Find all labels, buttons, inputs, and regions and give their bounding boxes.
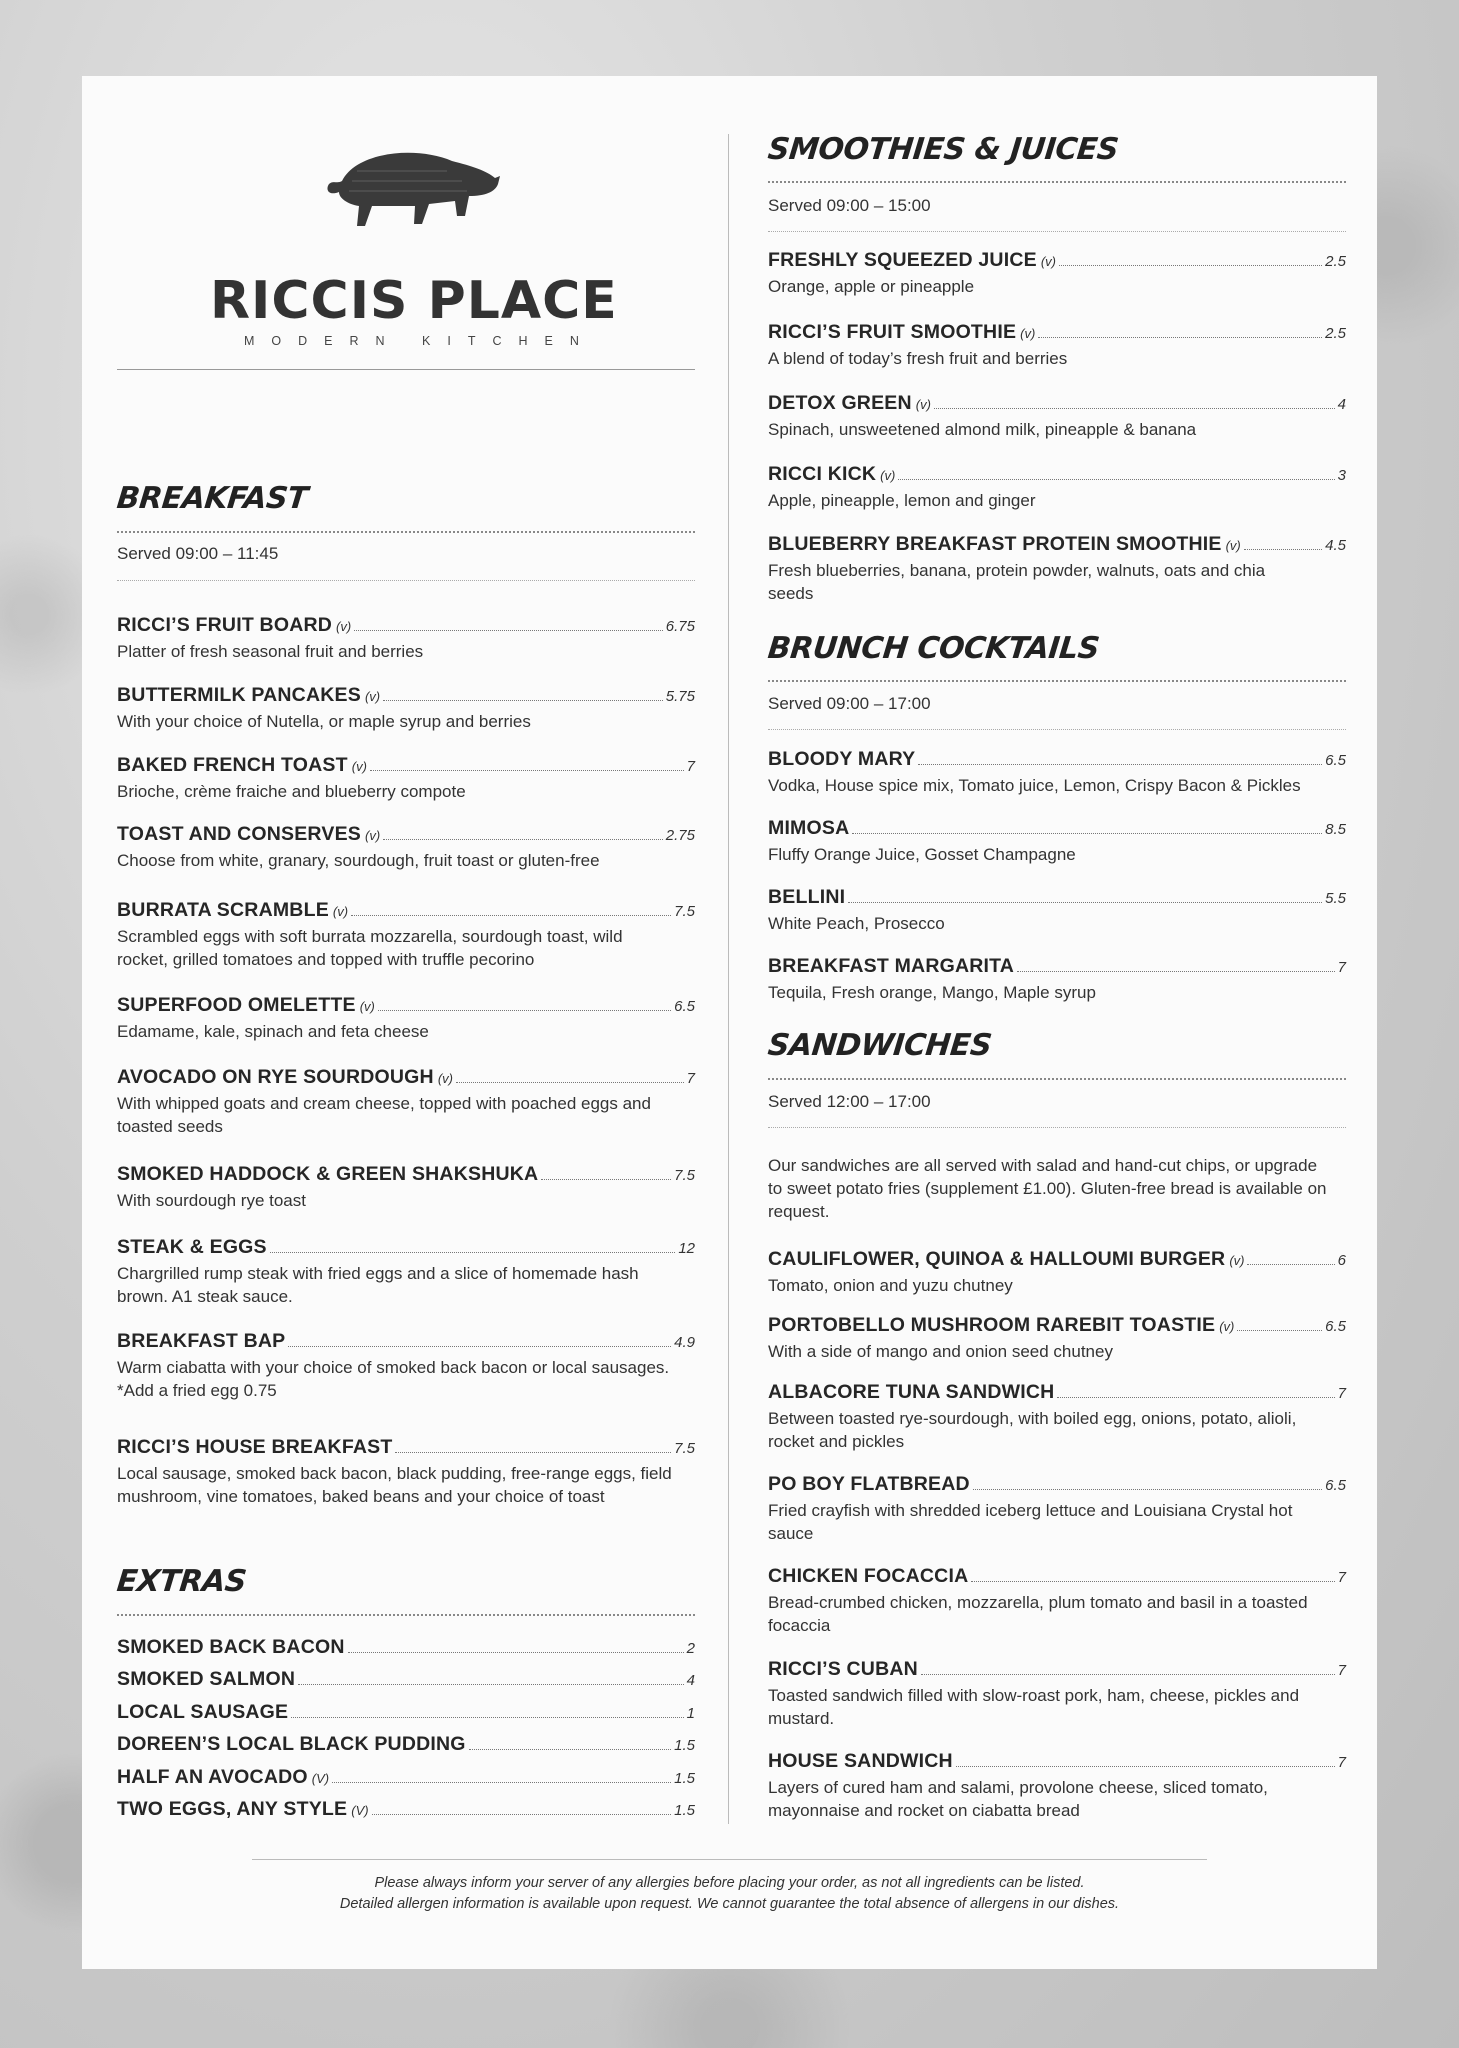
- menu-item-name: RICCI KICK: [768, 463, 877, 485]
- menu-item-price: 3: [1337, 467, 1346, 484]
- menu-item-description: Bread-crumbed chicken, mozzarella, plum tomato and basil in a toasted focaccia: [768, 1593, 1308, 1635]
- menu-item-name: BELLINI: [768, 886, 846, 908]
- menu-item-price: 6: [1337, 1252, 1346, 1269]
- menu-item: [117, 1636, 695, 1659]
- vegetarian-marker: (v): [915, 397, 931, 412]
- menu-item-price: 7: [686, 758, 695, 775]
- vegetarian-marker: (v): [1225, 538, 1241, 553]
- menu-item-name: RICCI’S FRUIT SMOOTHIE: [768, 321, 1017, 343]
- menu-item-price: 7.5: [674, 1167, 695, 1184]
- dot-leader: [921, 1674, 1335, 1675]
- dot-leader: [383, 839, 663, 840]
- menu-item: [117, 1668, 695, 1691]
- menu-item-header: [768, 392, 1346, 415]
- menu-item: [117, 1436, 695, 1508]
- menu-item-price: 8.5: [1325, 821, 1346, 838]
- allergen-line-2: Detailed allergen information is available upon request. We cannot guarantee the total absence of allergens in our dishes.: [339, 1896, 1120, 1912]
- menu-item-name: SMOKED BACK BACON: [117, 1636, 345, 1658]
- sandwiches-served: Served 12:00 – 17:00: [768, 1092, 931, 1111]
- menu-item-name: BAKED FRENCH TOAST: [117, 754, 348, 776]
- menu-item-price: 7: [1337, 1662, 1346, 1679]
- dot-leader: [1059, 265, 1322, 266]
- dot-leader: [456, 1082, 684, 1083]
- menu-item-price: 1.5: [674, 1770, 695, 1787]
- menu-item: [768, 748, 1346, 797]
- menu-item-header: [117, 1236, 695, 1259]
- cocktails-served: Served 09:00 – 17:00: [768, 694, 931, 713]
- menu-item-description: Local sausage, smoked back bacon, black pudding, free-range eggs, field mushroom, vine tomatoes, baked beans and your choice of toast: [117, 1464, 672, 1506]
- section-divider: [768, 1127, 1346, 1128]
- vegetarian-marker: (v): [1020, 326, 1036, 341]
- menu-item: [768, 817, 1346, 866]
- menu-item-description: Spinach, unsweetened almond milk, pineapple & banana: [768, 420, 1197, 439]
- menu-item: [117, 1766, 695, 1789]
- menu-item: [117, 754, 695, 803]
- menu-item-price: 2.5: [1325, 325, 1346, 342]
- section-divider: [768, 729, 1346, 730]
- menu-item: [768, 249, 1346, 298]
- dot-leader: [1038, 337, 1322, 338]
- dot-leader: [378, 1010, 671, 1011]
- logo: [117, 126, 695, 376]
- menu-item: [768, 463, 1346, 512]
- dot-leader: [1017, 971, 1335, 972]
- menu-item-description: Tequila, Fresh orange, Mango, Maple syrup: [768, 983, 1096, 1002]
- dot-leader: [1057, 1397, 1334, 1398]
- menu-item-description: Vodka, House spice mix, Tomato juice, Lemon, Crispy Bacon & Pickles: [768, 776, 1301, 795]
- menu-item-header: [768, 748, 1346, 771]
- menu-item-header: [117, 1733, 695, 1756]
- menu-item-description: Warm ciabatta with your choice of smoked back bacon or local sausages. *Add a fried egg 0.75: [117, 1358, 670, 1400]
- section-divider: [768, 181, 1346, 183]
- menu-item-price: 5.75: [665, 688, 695, 705]
- vegetarian-marker: (v): [880, 468, 896, 483]
- menu-item-name: DETOX GREEN: [768, 392, 912, 414]
- menu-item: [768, 1381, 1346, 1453]
- menu-item-name: AVOCADO ON RYE SOURDOUGH: [117, 1066, 434, 1088]
- menu-item-price: 7.5: [674, 1440, 695, 1457]
- menu-item-description: Toasted sandwich filled with slow-roast pork, ham, cheese, pickles and mustard.: [768, 1686, 1300, 1728]
- menu-item-header: [768, 533, 1346, 556]
- menu-item-header: [768, 321, 1346, 344]
- menu-item-header: [117, 1636, 695, 1659]
- menu-item-description: With sourdough rye toast: [117, 1191, 306, 1210]
- menu-item-header: [117, 1436, 695, 1459]
- menu-item-header: [117, 1330, 695, 1353]
- menu-item-name: SMOKED HADDOCK & GREEN SHAKSHUKA: [117, 1163, 539, 1185]
- menu-item: [117, 1066, 695, 1138]
- dot-leader: [372, 1814, 672, 1815]
- menu-item-header: [768, 886, 1346, 909]
- menu-item-name: STEAK & EGGS: [117, 1236, 267, 1258]
- section-divider: [117, 531, 695, 533]
- menu-item-header: [768, 1473, 1346, 1496]
- vegetarian-marker: (v): [336, 619, 352, 634]
- section-divider: [117, 580, 695, 581]
- menu-item-header: [768, 1381, 1346, 1404]
- brand-tagline: MODERN KITCHEN: [244, 334, 596, 348]
- menu-item-header: [117, 899, 695, 922]
- menu-item-price: 2: [686, 1640, 695, 1657]
- brand-name: RICCIS PLACE: [210, 271, 618, 331]
- menu-item-name: PO BOY FLATBREAD: [768, 1473, 970, 1495]
- vegetarian-marker: (v): [364, 689, 381, 704]
- menu-sheet: [82, 76, 1377, 1969]
- vegetarian-marker: (v): [332, 904, 349, 919]
- menu-item: [117, 1798, 695, 1821]
- menu-item: [117, 823, 695, 872]
- dot-leader: [918, 764, 1322, 765]
- menu-item-description: With a side of mango and onion seed chutney: [768, 1342, 1113, 1361]
- menu-item-price: 7: [1337, 959, 1346, 976]
- allergen-line-1: Please always inform your server of any allergies before placing your order, as not all ingredients can be listed.: [374, 1875, 1085, 1891]
- dot-leader: [298, 1684, 684, 1685]
- menu-item-header: [117, 614, 695, 637]
- menu-item-price: 7.5: [674, 903, 695, 920]
- dot-leader: [348, 1652, 684, 1653]
- menu-item-name: SUPERFOOD OMELETTE: [117, 994, 356, 1016]
- menu-item-description: Edamame, kale, spinach and feta cheese: [117, 1022, 429, 1041]
- section-divider: [768, 680, 1346, 682]
- menu-item-price: 12: [678, 1240, 695, 1257]
- menu-item: [768, 392, 1346, 441]
- smoothies-served: Served 09:00 – 15:00: [768, 196, 931, 215]
- menu-item-description: Brioche, crème fraiche and blueberry compote: [117, 782, 466, 801]
- dot-leader: [1237, 1330, 1322, 1331]
- menu-item-header: [768, 1658, 1346, 1681]
- menu-item-description: Choose from white, granary, sourdough, fruit toast or gluten-free: [117, 851, 600, 870]
- menu-item-description: Between toasted rye-sourdough, with boiled egg, onions, potato, alioli, rocket and pickles: [768, 1409, 1297, 1451]
- menu-item-name: BREAKFAST BAP: [117, 1330, 286, 1352]
- menu-item-name: LOCAL SAUSAGE: [117, 1701, 289, 1723]
- menu-item-name: CHICKEN FOCACCIA: [768, 1565, 969, 1587]
- menu-item-name: HALF AN AVOCADO: [117, 1766, 308, 1788]
- menu-item-price: 7: [1337, 1754, 1346, 1771]
- dot-leader: [383, 700, 663, 701]
- menu-item-name: BUTTERMILK PANCAKES: [117, 684, 361, 706]
- dot-leader: [270, 1252, 676, 1253]
- menu-item-name: TWO EGGS, ANY STYLE: [117, 1798, 348, 1820]
- menu-item-header: [768, 1248, 1346, 1271]
- menu-item-price: 6.5: [1325, 1318, 1346, 1335]
- menu-item-name: RICCI’S CUBAN: [768, 1658, 918, 1680]
- menu-item-header: [117, 823, 695, 846]
- menu-item-description: Apple, pineapple, lemon and ginger: [768, 491, 1036, 510]
- menu-item: [117, 994, 695, 1043]
- menu-item-name: HOUSE SANDWICH: [768, 1750, 953, 1772]
- dot-leader: [291, 1717, 683, 1718]
- menu-item: [768, 1473, 1346, 1545]
- sandwiches-note: Our sandwiches are all served with salad and hand-cut chips, or upgrade to sweet potato fries (supplement £1.00). Gluten-free bread is available on request.: [768, 1156, 1327, 1221]
- menu-item: [768, 321, 1346, 370]
- dot-leader: [1244, 549, 1322, 550]
- sandwiches-title: SANDWICHES: [766, 1028, 994, 1063]
- menu-item-header: [117, 1163, 695, 1186]
- menu-item-price: 6.5: [1325, 1477, 1346, 1494]
- dot-leader: [934, 408, 1335, 409]
- menu-item-price: 1.5: [674, 1737, 695, 1754]
- footer-divider: [252, 1859, 1207, 1860]
- vegetarian-marker: (V): [311, 1771, 330, 1786]
- vegetarian-marker: (v): [359, 999, 375, 1014]
- menu-item-price: 4.5: [1325, 537, 1346, 554]
- menu-item-name: BLUEBERRY BREAKFAST PROTEIN SMOOTHIE: [768, 533, 1222, 555]
- menu-item-description: Chargrilled rump steak with fried eggs and a slice of homemade hash brown. A1 steak sauce.: [117, 1264, 639, 1306]
- column-divider: [728, 134, 729, 1824]
- menu-item-description: Platter of fresh seasonal fruit and berries: [117, 642, 424, 661]
- menu-item-header: [768, 817, 1346, 840]
- menu-item-price: 2.5: [1325, 253, 1346, 270]
- dot-leader: [852, 833, 1322, 834]
- menu-item: [117, 684, 695, 733]
- menu-item: [768, 1750, 1346, 1822]
- menu-item-price: 1.5: [674, 1802, 695, 1819]
- breakfast-served: Served 09:00 – 11:45: [117, 544, 279, 563]
- vegetarian-marker: (v): [1040, 254, 1056, 269]
- menu-item-description: White Peach, Prosecco: [768, 914, 945, 933]
- menu-item-name: FRESHLY SQUEEZED JUICE: [768, 249, 1037, 271]
- menu-item-description: With whipped goats and cream cheese, topped with poached eggs and toasted seeds: [117, 1094, 651, 1136]
- menu-item: [768, 955, 1346, 1004]
- menu-item-header: [117, 1066, 695, 1089]
- vegetarian-marker: (v): [1229, 1253, 1245, 1268]
- menu-item-header: [117, 1798, 695, 1821]
- pig-icon: [117, 126, 695, 276]
- vegetarian-marker: (v): [437, 1071, 453, 1086]
- menu-item-header: [117, 1701, 695, 1724]
- menu-item: [768, 533, 1346, 605]
- logo-divider: [117, 369, 695, 370]
- menu-item-name: ALBACORE TUNA SANDWICH: [768, 1381, 1055, 1403]
- menu-item-name: SMOKED SALMON: [117, 1668, 296, 1690]
- dot-leader: [332, 1782, 671, 1783]
- menu-item-name: TOAST AND CONSERVES: [117, 823, 361, 845]
- section-divider: [768, 231, 1346, 232]
- menu-item-price: 6.5: [674, 998, 695, 1015]
- menu-item: [117, 1236, 695, 1308]
- dot-leader: [1247, 1264, 1334, 1265]
- menu-item-header: [768, 463, 1346, 486]
- menu-item-price: 6.5: [1325, 752, 1346, 769]
- menu-item-name: BLOODY MARY: [768, 748, 916, 770]
- menu-item-price: 7: [1337, 1569, 1346, 1586]
- dot-leader: [351, 915, 671, 916]
- vegetarian-marker: (v): [364, 828, 381, 843]
- menu-item-price: 6.75: [665, 618, 695, 635]
- dot-leader: [971, 1581, 1334, 1582]
- dot-leader: [898, 479, 1334, 480]
- dot-leader: [395, 1452, 671, 1453]
- menu-item: [117, 614, 695, 663]
- section-divider: [768, 1078, 1346, 1080]
- dot-leader: [354, 630, 663, 631]
- menu-item-name: MIMOSA: [768, 817, 850, 839]
- menu-item-header: [768, 1565, 1346, 1588]
- menu-item-description: With your choice of Nutella, or maple syrup and berries: [117, 712, 531, 731]
- menu-item-description: Fluffy Orange Juice, Gosset Champagne: [768, 845, 1076, 864]
- allergen-notice: [82, 1873, 1377, 1915]
- menu-item: [768, 886, 1346, 935]
- dot-leader: [370, 770, 684, 771]
- vegetarian-marker: (v): [351, 759, 367, 774]
- menu-item-header: [768, 249, 1346, 272]
- menu-item-name: CAULIFLOWER, QUINOA & HALLOUMI BURGER: [768, 1248, 1226, 1270]
- dot-leader: [541, 1179, 671, 1180]
- menu-item: [768, 1248, 1346, 1297]
- menu-item: [117, 899, 695, 971]
- menu-item-price: 2.75: [665, 827, 695, 844]
- menu-item-price: 4: [1337, 396, 1346, 413]
- menu-item-description: Fried crayfish with shredded iceberg lettuce and Louisiana Crystal hot sauce: [768, 1501, 1293, 1543]
- menu-item-price: 5.5: [1325, 890, 1346, 907]
- menu-item: [117, 1330, 695, 1402]
- menu-item: [117, 1733, 695, 1756]
- menu-item-name: DOREEN’S LOCAL BLACK PUDDING: [117, 1733, 466, 1755]
- extras-title: EXTRAS: [115, 1564, 248, 1599]
- menu-item-price: 4: [686, 1672, 695, 1689]
- menu-item-header: [117, 684, 695, 707]
- menu-item-description: Scrambled eggs with soft burrata mozzarella, sourdough toast, wild rocket, grilled tomatoes and topped with truffle pecorino: [117, 927, 623, 969]
- menu-item-name: RICCI’S HOUSE BREAKFAST: [117, 1436, 393, 1458]
- menu-item-name: RICCI’S FRUIT BOARD: [117, 614, 333, 636]
- dot-leader: [956, 1766, 1335, 1767]
- menu-item-price: 7: [686, 1070, 695, 1087]
- dot-leader: [288, 1346, 671, 1347]
- menu-item: [768, 1314, 1346, 1363]
- menu-item-price: 1: [686, 1705, 695, 1722]
- menu-item: [768, 1658, 1346, 1730]
- menu-item-description: Orange, apple or pineapple: [768, 277, 975, 296]
- menu-item-header: [768, 1314, 1346, 1337]
- menu-item-header: [117, 1766, 695, 1789]
- menu-item-name: BREAKFAST MARGARITA: [768, 955, 1015, 977]
- menu-item-description: Tomato, onion and yuzu chutney: [768, 1276, 1013, 1295]
- dot-leader: [848, 902, 1322, 903]
- menu-item-description: Layers of cured ham and salami, provolone cheese, sliced tomato, mayonnaise and rocket on ciabatta bread: [768, 1778, 1268, 1820]
- menu-item-price: 4.9: [674, 1334, 695, 1351]
- cocktails-title: BRUNCH COCKTAILS: [766, 631, 1101, 666]
- breakfast-title: BREAKFAST: [115, 481, 310, 516]
- section-divider: [117, 1614, 695, 1616]
- smoothies-title: SMOOTHIES & JUICES: [766, 132, 1120, 167]
- menu-item-header: [117, 994, 695, 1017]
- menu-item-name: PORTOBELLO MUSHROOM RAREBIT TOASTIE: [768, 1314, 1216, 1336]
- vegetarian-marker: (v): [1219, 1319, 1235, 1334]
- menu-item: [117, 1163, 695, 1212]
- menu-item-header: [117, 1668, 695, 1691]
- menu-item-header: [117, 754, 695, 777]
- vegetarian-marker: (V): [351, 1803, 369, 1818]
- menu-item-description: Fresh blueberries, banana, protein powder, walnuts, oats and chia seeds: [768, 561, 1266, 603]
- menu-item-description: A blend of today’s fresh fruit and berries: [768, 349, 1068, 368]
- dot-leader: [469, 1749, 671, 1750]
- menu-item: [768, 1565, 1346, 1637]
- menu-item-header: [768, 1750, 1346, 1773]
- menu-item-name: BURRATA SCRAMBLE: [117, 899, 329, 921]
- menu-item-header: [768, 955, 1346, 978]
- menu-item: [117, 1701, 695, 1724]
- dot-leader: [973, 1489, 1322, 1490]
- menu-item-price: 7: [1337, 1385, 1346, 1402]
